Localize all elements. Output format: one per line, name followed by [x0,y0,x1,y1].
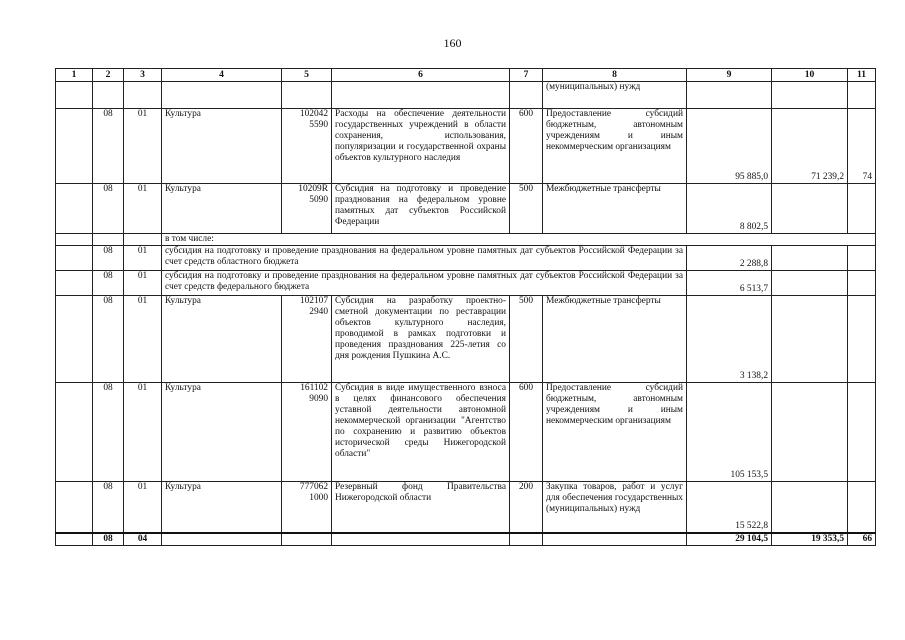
cell-subsection: 01 [124,383,162,482]
including-label: в том числе: [162,234,876,246]
cell-subsection: 01 [124,271,162,296]
table-row [56,482,876,533]
cell-description: Расходы на обеспечение деятельности государственных учреждений в области сохранения, использования, популяризации и государственной охраны объектов культурного наследия [332,109,510,184]
cell-section: 08 [93,482,124,533]
cell-subsection: 01 [124,109,162,184]
column-header: 11 [848,69,876,82]
column-header: 3 [124,69,162,82]
cell-percent [848,482,876,533]
cell-name: Культура [162,184,282,234]
cell-section: 08 [93,271,124,296]
cell-description: Субсидия в виде имущественного взноса в целях финансового обеспечения уставной деятельности автономной некоммерческой организации "Агентство по сохранению и развитию объектов исторической среды Нижегородской области" [332,383,510,482]
cell-subsection: 04 [124,533,162,546]
cell-percent: 74 [848,109,876,184]
cell-section: 08 [93,533,124,546]
cell-subsection: 01 [124,482,162,533]
cell-percent [848,383,876,482]
cell-section: 08 [93,383,124,482]
table-row [56,184,876,234]
cell-target-code: 102107 2940 [282,296,332,383]
cell-amount-9: 6 513,7 [687,271,772,296]
cell-target-code: 161102 9090 [282,383,332,482]
table-row [56,271,876,296]
header-row [56,69,876,82]
column-header: 6 [332,69,510,82]
cell-subsection: 01 [124,184,162,234]
cell-description: Субсидия на подготовку и проведение празднования на федеральном уровне памятных дат субъектов Российской Федерации [332,184,510,234]
cell-expense-code: 200 [510,482,543,533]
cell-percent [848,296,876,383]
cell-description: Субсидия на разработку проектно-сметной документации по реставрации объектов культурного наследия, проводимой в рамках подготовки и проведения празднования 225-летия со дня рождения Пушкина А.С. [332,296,510,383]
table-row [56,296,876,383]
cell-section: 08 [93,109,124,184]
cell-amount-9: 105 153,5 [687,383,772,482]
cell-expense-type: Закупка товаров, работ и услуг для обеспечения государственных (муниципальных) нужд [543,482,687,533]
cell-subsection: 01 [124,246,162,271]
cell-section: 08 [93,296,124,383]
table-row [56,246,876,271]
column-header: 2 [93,69,124,82]
cell-amount-9: 95 885,0 [687,109,772,184]
cell-expense-type: Предоставление субсидий бюджетным, автономным учреждениям и иным некоммерческим организациям [543,383,687,482]
cell-total-9: 29 104,5 [687,533,772,546]
cell-sub-description: субсидия на подготовку и проведение празднования на федеральном уровне памятных дат субъектов Российской Федерации за счет средств областного бюджета [162,246,687,271]
cell-expense-type: (муниципальных) нужд [543,82,687,109]
cell-amount-9: 8 802,5 [687,184,772,234]
cell-expense-code: 500 [510,184,543,234]
cell-expense-type: Межбюджетные трансферты [543,184,687,234]
column-header: 5 [282,69,332,82]
cell-target-code: 10209R 5090 [282,184,332,234]
table-row [56,109,876,184]
cell-amount-9: 15 522,8 [687,482,772,533]
cell-total-10: 19 353,5 [772,533,848,546]
cell-amount-9: 2 288,8 [687,246,772,271]
column-header: 7 [510,69,543,82]
cell-expense-code: 500 [510,296,543,383]
cell-name: Культура [162,296,282,383]
cell-section: 08 [93,246,124,271]
cell-total-percent: 66 [848,533,876,546]
column-header: 9 [687,69,772,82]
cell-amount-10 [772,296,848,383]
cell-expense-type: Межбюджетные трансферты [543,296,687,383]
cell-amount-10 [772,383,848,482]
cell-percent [848,184,876,234]
cell-amount-10: 71 239,2 [772,109,848,184]
cell-target-code: 102042 5590 [282,109,332,184]
cell-amount-10 [772,482,848,533]
cell-name: Культура [162,482,282,533]
page-number: 160 [443,36,462,50]
budget-table [55,68,876,546]
cell-amount-10 [772,184,848,234]
table-row [56,82,876,109]
cell-expense-code: 600 [510,109,543,184]
cell-amount-9: 3 138,2 [687,296,772,383]
cell-subsection: 01 [124,296,162,383]
cell-section: 08 [93,184,124,234]
total-row [56,533,876,546]
column-header: 1 [56,69,93,82]
cell-target-code: 777062 1000 [282,482,332,533]
column-header: 4 [162,69,282,82]
cell-sub-description: субсидия на подготовку и проведение празднования на федеральном уровне памятных дат субъектов Российской Федерации за счет средств федерального бюджета [162,271,687,296]
table-row [56,234,876,246]
table-row [56,383,876,482]
cell-name: Культура [162,383,282,482]
column-header: 10 [772,69,848,82]
cell-expense-code: 600 [510,383,543,482]
cell-description: Резервный фонд Правительства Нижегородской области [332,482,510,533]
cell-expense-type: Предоставление субсидий бюджетным, автономным учреждениям и иным некоммерческим организациям [543,109,687,184]
cell-name: Культура [162,109,282,184]
column-header: 8 [543,69,687,82]
